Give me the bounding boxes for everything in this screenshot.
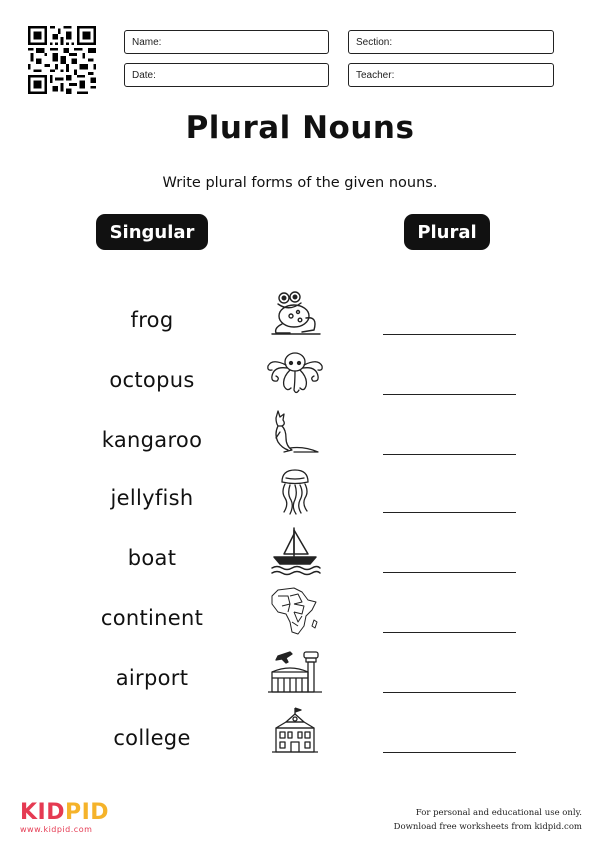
singular-word: continent (100, 606, 204, 630)
logo-domain: www.kidpid.com (20, 825, 93, 834)
list-item (0, 526, 600, 586)
answer-line[interactable] (383, 394, 516, 395)
section-field[interactable]: Section: (348, 30, 554, 54)
singular-word: airport (115, 666, 189, 690)
singular-word: college (113, 726, 191, 750)
answer-line[interactable] (383, 572, 516, 573)
boat-icon (264, 526, 326, 576)
plural-header: Plural (404, 214, 490, 250)
list-item (0, 646, 600, 706)
singular-header: Singular (96, 214, 208, 250)
singular-word: jellyfish (110, 486, 194, 510)
qr-code (28, 26, 96, 94)
africa-map-icon (264, 586, 326, 636)
kangaroo-icon (264, 408, 326, 458)
date-field[interactable]: Date: (124, 63, 329, 87)
answer-line[interactable] (383, 632, 516, 633)
singular-word: kangaroo (101, 428, 203, 452)
teacher-field[interactable]: Teacher: (348, 63, 554, 87)
list-item (0, 586, 600, 646)
frog-icon (264, 288, 326, 338)
footer-line-2: Download free worksheets from kidpid.com (393, 822, 582, 832)
answer-line[interactable] (383, 692, 516, 693)
answer-line[interactable] (383, 334, 516, 335)
page-title: Plural Nouns (185, 110, 415, 146)
jellyfish-icon (264, 466, 326, 516)
answer-line[interactable] (383, 454, 516, 455)
footer-line-1: For personal and educational use only. (415, 808, 582, 818)
singular-word: boat (127, 546, 177, 570)
college-icon (264, 706, 326, 756)
instructions: Write plural forms of the given nouns. (162, 175, 438, 191)
logo-text-pid: PID (65, 800, 110, 825)
logo-text-kid: KID (20, 800, 65, 825)
answer-line[interactable] (383, 752, 516, 753)
singular-word: frog (130, 308, 174, 332)
singular-word: octopus (109, 368, 195, 392)
list-item (0, 408, 600, 468)
kidpid-logo (20, 802, 109, 834)
answer-line[interactable] (383, 512, 516, 513)
name-field[interactable]: Name: (124, 30, 329, 54)
list-item (0, 706, 600, 766)
list-item (0, 288, 600, 348)
list-item (0, 348, 600, 408)
airport-icon (264, 646, 326, 696)
octopus-icon (264, 348, 326, 398)
list-item (0, 466, 600, 526)
footer-note (394, 806, 582, 834)
